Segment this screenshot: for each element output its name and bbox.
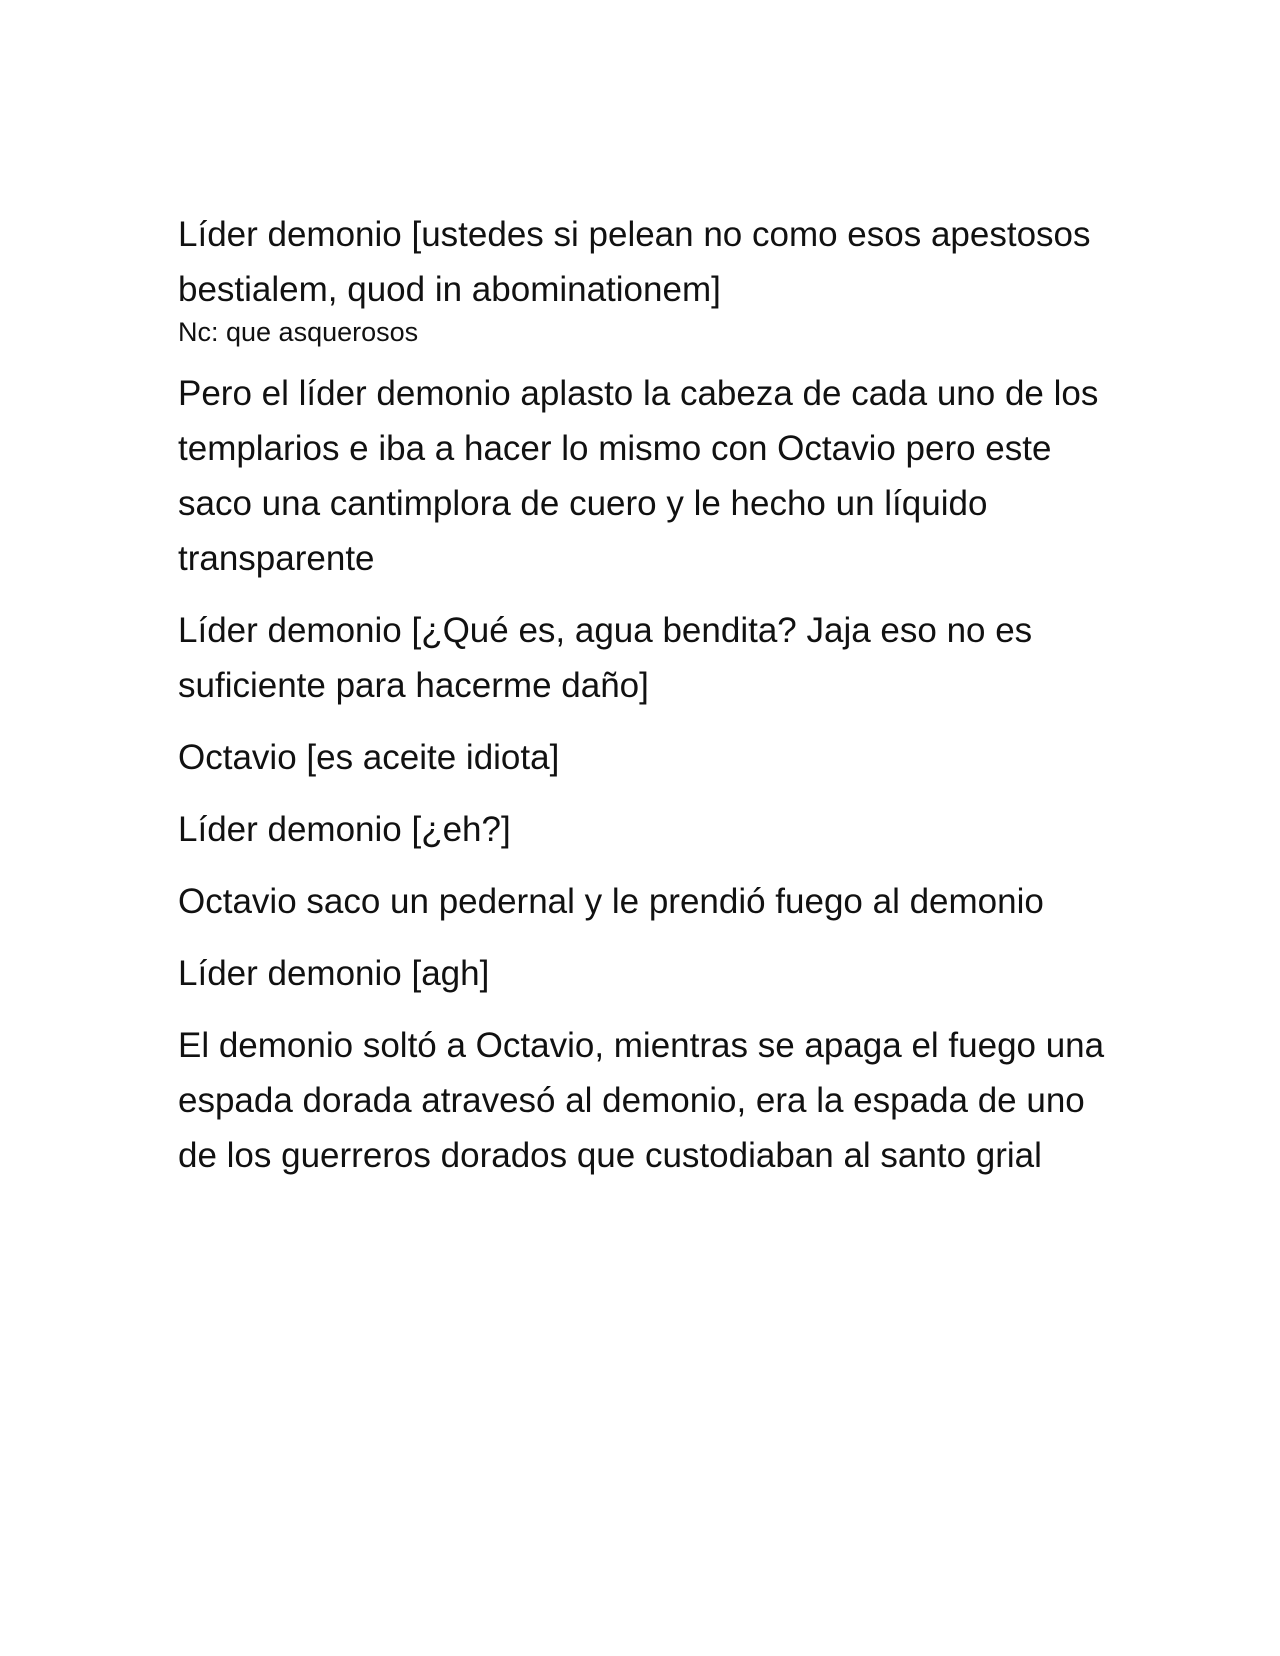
paragraph-narration-1: Pero el líder demonio aplasto la cabeza de cada uno de los templarios e iba a hacer lo mismo con Octavio pero este saco una cantimplora de cuero y le hecho un líquido transparente (178, 374, 1109, 578)
paragraph-dialogue-1: Líder demonio [ustedes si pelean no como esos apestosos bestialem, quod in abominationem] (178, 215, 1101, 309)
paragraph-dialogue-3: Octavio [es aceite idiota] (178, 738, 560, 777)
paragraph-narration-2: Octavio saco un pedernal y le prendió fuego al demonio (178, 882, 1044, 921)
paragraph-narration-3: El demonio soltó a Octavio, mientras se apaga el fuego una espada dorada atravesó al demonio, era la espada de uno de los guerreros dorados que custodiaban al santo grial (178, 1026, 1114, 1175)
paragraph-dialogue-2: Líder demonio [¿Qué es, agua bendita? Jaja eso no es suficiente para hacerme daño] (178, 611, 1042, 705)
paragraph-note: Nc: que asquerosos (178, 317, 419, 347)
paragraph-dialogue-4: Líder demonio [¿eh?] (178, 810, 511, 849)
document-body (178, 207, 1118, 1200)
paragraph-dialogue-5: Líder demonio [agh] (178, 954, 490, 993)
